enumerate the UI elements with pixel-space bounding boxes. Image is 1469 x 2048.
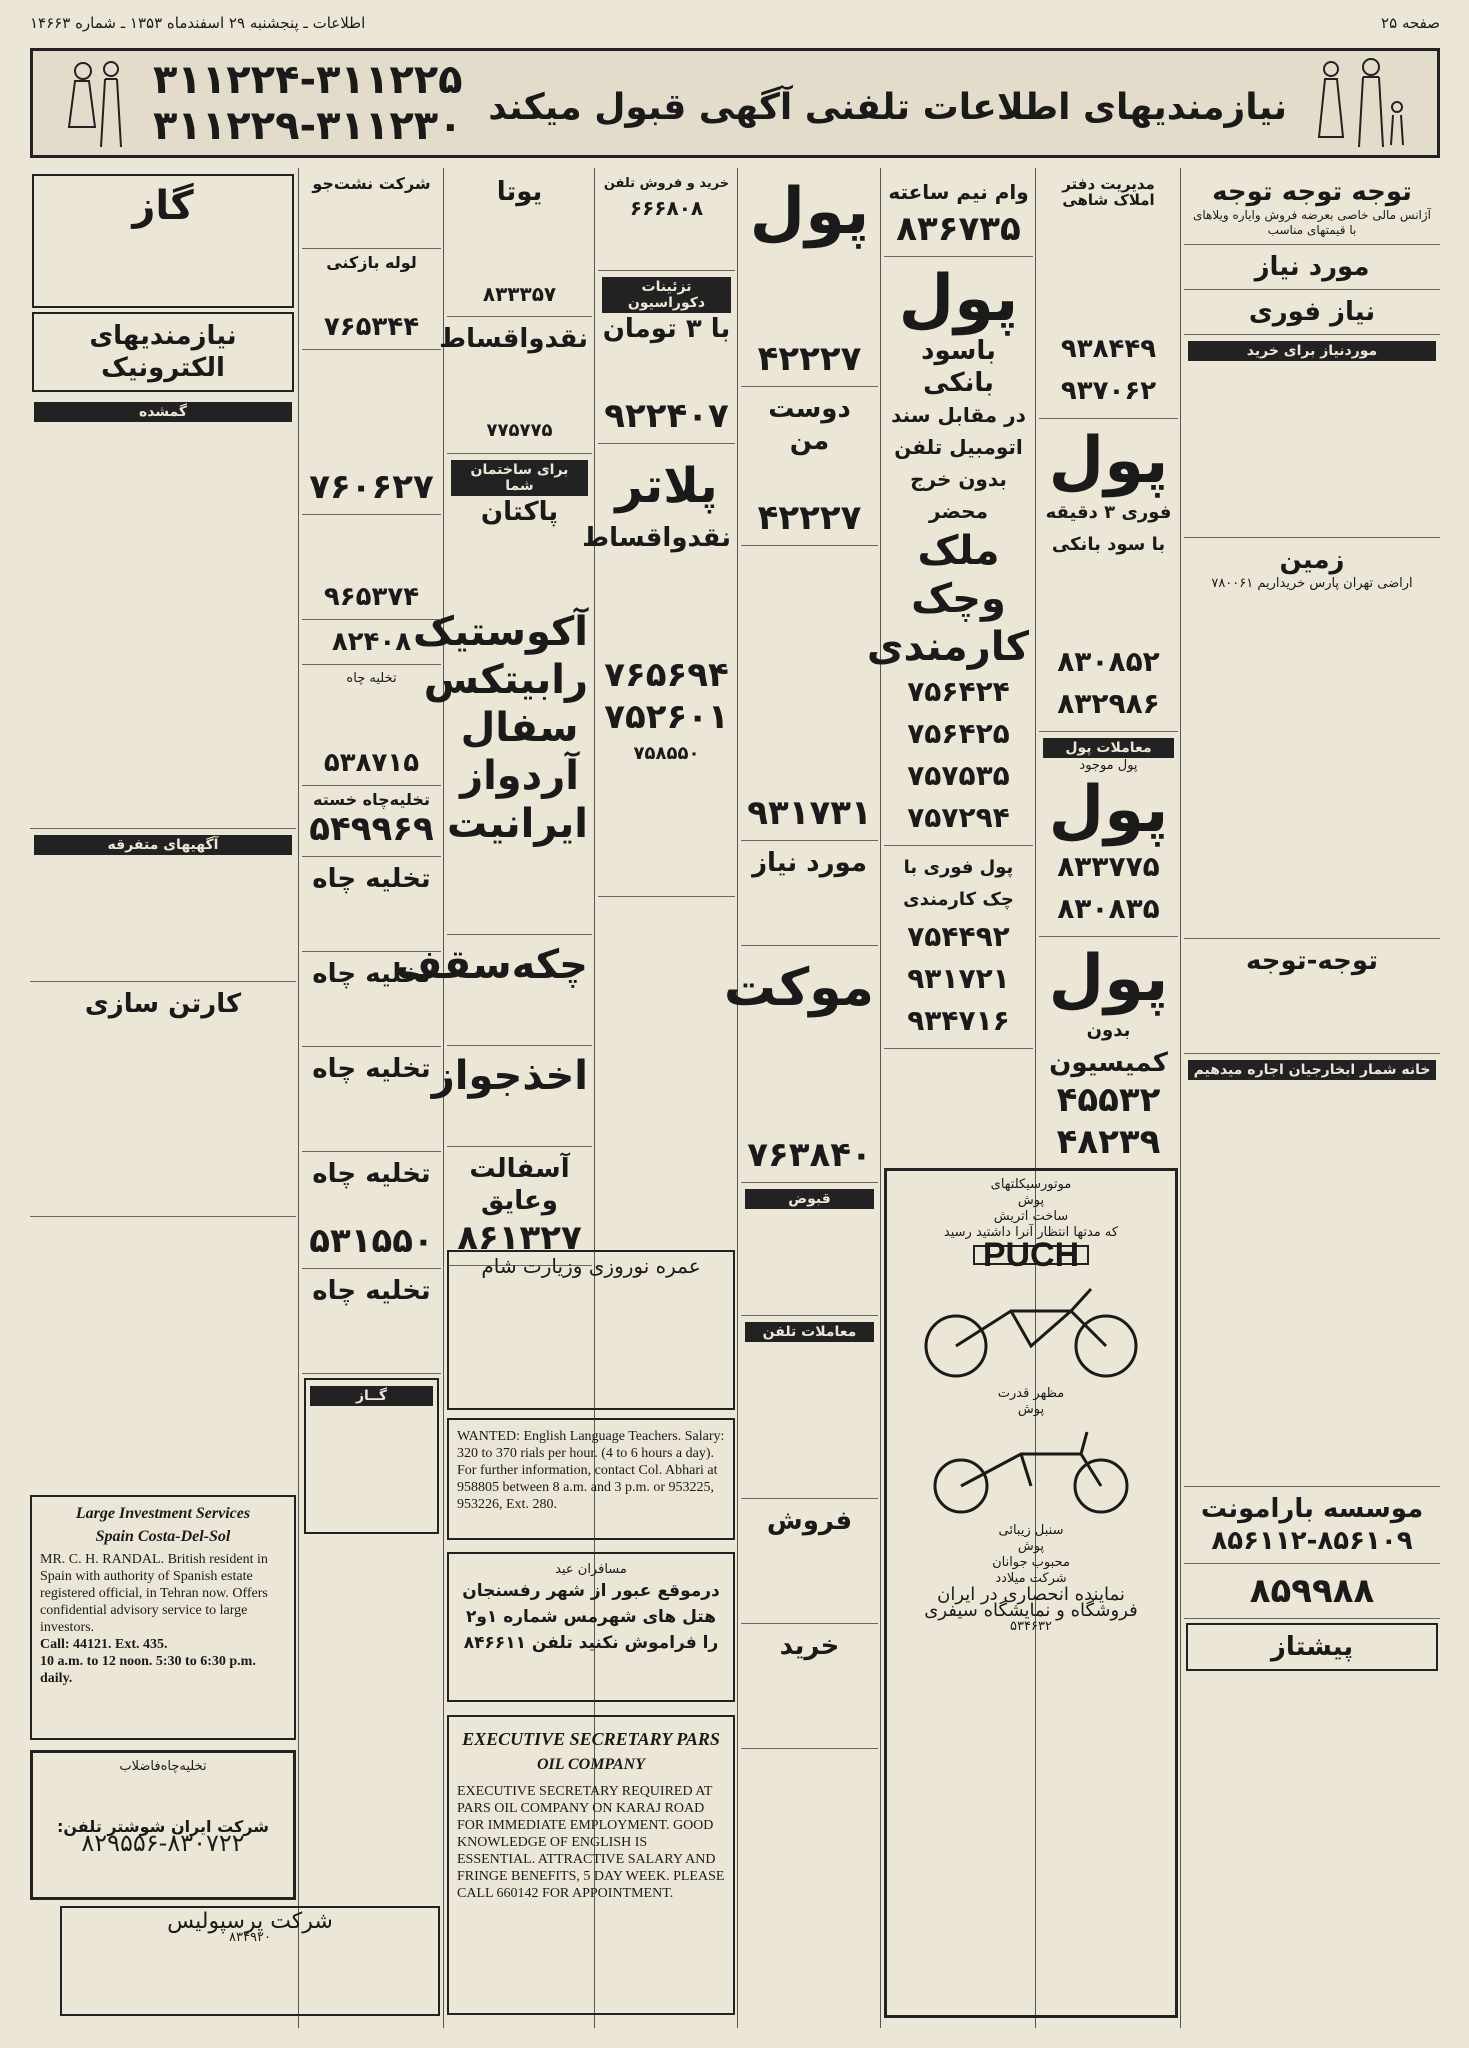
ad-body-placeholder — [451, 1100, 588, 1140]
ad-lost — [30, 396, 296, 829]
ad-text: درموقع عبور از شهر رفسنجان هتل های شهرمس شماره ۱و۲ را فراموش نکنید تلفن ۸۴۶۶۱۱ — [462, 1581, 720, 1653]
column-1 — [1184, 170, 1440, 2030]
page-header — [30, 14, 1440, 36]
ad-title: آسفالت وعایق — [469, 1154, 570, 1216]
ad-pipe-82408 — [302, 620, 441, 665]
ad-text: MR. C. H. RANDAL. British resident in Spain with authority of Spanish estate registered official, in Tehran now. Offers confidential advisory service to large investors. — [40, 1552, 268, 1635]
ad-text: پول موجود — [1079, 758, 1138, 773]
ad-carpet — [723, 946, 878, 1183]
ad-phone: ۴۸۲۳۹ — [1056, 1122, 1161, 1162]
banner-phone-line-1: ۳۱۱۲۲۴-۳۱۱۲۲۵ — [153, 57, 463, 103]
ad-title: تخلیه‌چاه‌فاضلاب — [119, 1759, 207, 1774]
ad-phone: ۸۳۳۳۵۷ — [482, 282, 557, 306]
ad-investment — [30, 1495, 296, 1740]
ad-phone: ۵۳۸۷۱۵ — [323, 748, 420, 778]
ad-title: موسسه بارامونت — [1200, 1494, 1424, 1524]
page-number: صفحه ۲۵ — [1381, 14, 1440, 32]
ad-well-4 — [302, 1152, 441, 1269]
ad-title: مورد نیاز — [1254, 252, 1370, 282]
ad-title: پول — [1048, 773, 1169, 847]
ad-title: مدیریت دفتر املاک شاهی — [1062, 175, 1155, 209]
ad-leak-company — [302, 170, 441, 249]
ad-body-placeholder — [306, 521, 437, 581]
ad-friend — [741, 387, 878, 546]
ad-text: سنبل زیبائی — [998, 1523, 1064, 1538]
ad-title: وام نیم ساعته — [888, 180, 1029, 204]
ad-phone: ۹۳۷۰۶۲ — [1060, 376, 1157, 406]
ad-text: آردواز — [460, 753, 579, 799]
ad-phone: ۷۵۲۶۰۱ — [604, 697, 729, 737]
ad-misc — [30, 829, 296, 982]
ad-title: با ۳ تومان — [602, 314, 731, 344]
ad-phone: ۹۳۴۷۱۶ — [907, 1004, 1010, 1037]
ad-needed — [741, 841, 878, 946]
column-4 — [723, 170, 878, 2030]
ad-well — [302, 665, 441, 786]
ad-phone: ۴۵۵۳۲ — [1056, 1080, 1161, 1120]
column-8 — [30, 170, 296, 1570]
ad-phone: ۷۵۴۴۹۲ — [907, 920, 1010, 953]
ad-body-placeholder — [306, 356, 437, 466]
ad-phone: ۸۶۱۳۲۷ — [457, 1218, 582, 1258]
ad-body-placeholder — [451, 208, 588, 278]
ad-text: کمیسیون — [1049, 1048, 1168, 1078]
ad-well-5 — [302, 1269, 441, 1374]
ad-body-placeholder — [745, 1209, 874, 1309]
ad-notice — [1184, 170, 1440, 245]
ad-phone: ۷۵۶۴۲۵ — [907, 717, 1010, 750]
ad-manager — [1039, 170, 1178, 419]
ad-sale — [741, 1499, 878, 1624]
ad-title: گاز — [132, 183, 194, 229]
ad-body-placeholder — [310, 1406, 433, 1526]
ad-body-placeholder — [306, 1085, 437, 1145]
ad-phone: ۸۳۴۹۲۰ — [229, 1930, 271, 1945]
column-6 — [395, 170, 592, 1258]
ad-body-placeholder — [1188, 977, 1436, 1047]
ad-phone: ۸۳۶۷۳۵ — [896, 209, 1021, 249]
ad-body-placeholder — [306, 687, 437, 747]
ad-body-placeholder — [451, 355, 588, 415]
ad-body-placeholder — [451, 989, 588, 1039]
ad-body-placeholder — [451, 528, 588, 608]
column-7 — [302, 170, 441, 2030]
ad-text: رابیتکس — [423, 657, 588, 703]
ad-text: EXECUTIVE SECRETARY REQUIRED AT PARS OIL COMPANY ON KARAJ ROAD FOR IMMEDIATE EMPLOYMENT. GOOD KNOWLEDGE OF ENGLISH IS ESSENTIAL. ATTRACTIVE SALARY AND FRINGE BENEFITS, 5 DAY WEEK. PLEASE CALL 660142 FOR APPOINTMENT. — [457, 1784, 725, 1901]
ad-body-placeholder — [602, 770, 731, 890]
ad-text: اتومبیل تلفن — [894, 435, 1023, 459]
ad-pipe-760627 — [302, 350, 441, 515]
ad-text: مظهر قدرت — [997, 1386, 1065, 1401]
ad-title: پول — [1048, 942, 1169, 1016]
ad-body-placeholder — [1188, 592, 1436, 932]
ad-body-placeholder — [38, 230, 288, 300]
ad-foreign-rent — [1184, 1054, 1440, 1487]
ad-text: Call: 44121. Ext. 435. — [40, 1637, 168, 1652]
ad-text: نقدواقساط — [582, 523, 731, 553]
ad-permit — [431, 1046, 592, 1147]
ad-decoration — [598, 271, 735, 444]
section-label: موردنیاز برای خرید — [1188, 341, 1436, 361]
ad-title: مورد نیاز — [752, 848, 867, 878]
ad-text: ملک — [917, 528, 1000, 574]
ad-phone: ۸۳۲۹۸۶ — [1057, 687, 1160, 720]
ad-title: یوتا — [496, 177, 543, 207]
ad-title: تخلیه چاه — [312, 1276, 431, 1306]
ad-body-placeholder — [306, 1307, 437, 1367]
ad-title: تخلیه‌چاه خسته — [313, 790, 430, 809]
ad-phone: ۷۵۷۲۹۴ — [907, 801, 1010, 834]
ad-title: پول — [898, 262, 1019, 336]
ad-phone: ۸۵۶۱۱۲-۸۵۶۱۰۹ — [1211, 1526, 1413, 1556]
ad-buy — [741, 1624, 878, 1749]
ad-title: پاکتان — [480, 497, 559, 527]
ad-text: وچک — [911, 576, 1006, 622]
column-divider — [737, 168, 738, 2028]
ad-text: که مدتها انتظار آنرا داشتید رسید — [943, 1225, 1119, 1240]
ad-pishtaz — [1186, 1623, 1438, 1671]
ad-text: بدون خرج محضر — [910, 467, 1007, 523]
ad-title: تخلیه چاه — [346, 671, 397, 686]
ad-cash-installment — [439, 317, 592, 454]
ad-well-tired — [302, 786, 441, 857]
family-illustration-icon — [1301, 57, 1411, 151]
section-label: تزئینات دکوراسیون — [602, 277, 731, 313]
ad-receipts — [741, 1183, 878, 1316]
ad-title: کارتن سازی — [84, 989, 242, 1019]
ad-body-placeholder — [39, 1775, 287, 1819]
ad-phone: ۴۲۲۲۷ — [757, 498, 862, 538]
ad-title: شرکت پرسپولیس — [167, 1909, 333, 1934]
ad-phone: ۵۴۹۹۶۹ — [309, 809, 434, 849]
ad-land — [1184, 538, 1440, 939]
column-3 — [866, 170, 1033, 1170]
ad-title: توجه-توجه — [1246, 946, 1378, 976]
ad-title: پلاتر — [615, 458, 718, 514]
ad-persepolis — [60, 1906, 440, 2016]
ad-title: شرکت نشت‌جو — [312, 174, 431, 193]
ad-title: تخلیه چاه — [312, 1054, 431, 1084]
ad-title: خرید — [779, 1631, 840, 1661]
ad-text: نماینده انحصاری در ایران — [937, 1584, 1125, 1605]
ad-buy-sell-phone — [598, 170, 735, 271]
column-divider — [1180, 168, 1181, 2028]
ad-attention — [1184, 939, 1440, 1054]
ad-subtitle: Spain Costa-Del-Sol — [95, 1528, 231, 1545]
ad-body-placeholder — [745, 1537, 874, 1617]
ad-phone: ۹۳۱۷۳۱ — [747, 793, 872, 833]
ad-title: EXECUTIVE SECRETARY PARS — [462, 1729, 720, 1749]
ad-body-placeholder — [745, 248, 874, 338]
ad-pipe-unclog — [302, 249, 441, 350]
ad-brand: پوش — [1017, 1539, 1045, 1554]
ad-brand: پوش — [1017, 1402, 1045, 1417]
ad-phone: ۷۶۳۸۴۰ — [747, 1135, 872, 1175]
ad-asphalt — [447, 1147, 592, 1266]
ad-yuta — [447, 170, 592, 317]
ad-phone: ۴۲۲۲۷ — [757, 339, 862, 379]
ad-text: شرکت میلادد — [995, 1571, 1067, 1586]
ad-phone: ۹۳۸۴۴۹ — [1060, 334, 1157, 364]
ad-english-teachers — [447, 1418, 735, 1540]
ad-body-placeholder — [1043, 208, 1174, 328]
ad-phone: ۵۳۴۶۳۲ — [1010, 1619, 1052, 1634]
ad-body-placeholder — [745, 457, 874, 497]
ad-text: 10 a.m. to 12 noon. 5:30 to 6:30 p.m. daily. — [40, 1654, 256, 1686]
ad-body-placeholder — [1188, 361, 1436, 531]
ad-body-placeholder — [745, 879, 874, 939]
ad-phone: ۶۶۶۸۰۸ — [629, 196, 704, 220]
ad-text: در مقابل سند — [891, 403, 1026, 427]
ad-phone: ۸۳۳۷۷۵ — [1057, 850, 1160, 883]
ad-gas — [304, 1378, 439, 1534]
ad-title: پول — [1048, 424, 1169, 498]
column-divider — [298, 168, 299, 2028]
ad-title: توجه توجه توجه — [1212, 177, 1412, 207]
ad-house-needed — [1184, 245, 1440, 290]
ad-well-3 — [302, 1047, 441, 1152]
ad-body-placeholder — [1043, 561, 1174, 641]
ad-phone: ۸۳۰۸۳۵ — [1057, 892, 1160, 925]
ad-phone: ۷۷۵۷۷۵ — [486, 420, 553, 441]
ad-body-placeholder — [745, 1342, 874, 1492]
classifieds-banner — [30, 48, 1440, 158]
ad-roof-leak — [395, 935, 592, 1046]
issue-line: اطلاعات ـ پنجشنبه ۲۹ اسفندماه ۱۳۵۳ ـ شماره ۱۴۶۶۳ — [30, 14, 366, 32]
ad-phone: ۸۳۰۸۵۲ — [1057, 645, 1160, 678]
moped-illustration-icon — [901, 1418, 1161, 1518]
ad-sewage — [30, 1750, 296, 1900]
column-divider — [880, 168, 881, 2028]
ad-body-placeholder — [745, 552, 874, 792]
motorcycle-illustration-icon — [901, 1271, 1161, 1381]
ad-for-building — [413, 454, 592, 935]
ad-body-placeholder — [1188, 1080, 1436, 1480]
ad-phone: ۷۶۵۳۴۴ — [323, 312, 420, 342]
puch-logo: PUCH — [973, 1245, 1089, 1265]
ad-body-placeholder — [745, 1024, 874, 1134]
ad-urgent — [1184, 290, 1440, 335]
couple-illustration-icon — [55, 57, 135, 151]
ad-puch-motorcycles — [884, 1168, 1178, 2018]
ad-pilgrimage — [447, 1250, 735, 1410]
ad-title: پول — [749, 175, 870, 249]
ad-well-2 — [302, 952, 441, 1047]
ad-money-fast — [1039, 419, 1178, 732]
ad-text: محبوب جوانان — [992, 1555, 1070, 1570]
ad-title: عمره نوروزی وزیارت شام — [481, 1254, 701, 1278]
ad-body-placeholder — [602, 345, 731, 395]
ad-text: اراضی تهران پارس خریداریم ۷۸۰۰۶۱ — [1211, 576, 1413, 591]
ad-title: تخلیه چاه — [312, 1159, 431, 1189]
banner-phone-line-2: ۳۱۱۲۲۹-۳۱۱۲۳۰ — [153, 103, 463, 149]
ad-text: ایرانیت — [446, 801, 588, 847]
section-label: گمشده — [34, 402, 292, 422]
section-label: خانه شمار ابخارجیان اجاره میدهیم — [1188, 1060, 1436, 1080]
ad-phone: ۹۳۱۷۲۱ — [907, 962, 1010, 995]
ad-well-1 — [302, 857, 441, 952]
ad-phone: ۵۳۱۵۵۰ — [309, 1221, 434, 1261]
ad-phone: ۷۵۶۴۲۴ — [907, 675, 1010, 708]
ad-half-hour-loan — [884, 170, 1033, 257]
ad-text: فروشگاه و نمایشگاه سیفری — [924, 1600, 1138, 1621]
ad-title: پول فوری با چک کارمندی — [903, 857, 1014, 910]
ad-text: ساخت اتریش — [993, 1209, 1069, 1224]
ad-text: سفال — [460, 705, 579, 751]
ad-body-placeholder — [306, 271, 437, 311]
ad-paramount — [1184, 1487, 1440, 1564]
ad-title: موتورسیکلتهای — [990, 1177, 1072, 1192]
ad-859988 — [1184, 1564, 1440, 1619]
ad-title: نیاز فوری — [1248, 297, 1376, 327]
ad-body-placeholder — [602, 554, 731, 654]
ad-title: تخلیه چاه — [312, 864, 431, 894]
ad-title: Large Investment Services — [75, 1505, 251, 1522]
ad-plaster — [582, 444, 735, 897]
ad-title: موکت — [723, 958, 874, 1018]
ad-title: دوست من — [768, 394, 851, 456]
ad-text: WANTED: English Language Teachers. Salary: 320 to 370 rials per hour. (4 to 6 hours a day). For further information, contact Col. Abhari at 958805 between 8 a.m. and 3 p.m. or 953225, 953226, Ext. 280. — [457, 1429, 725, 1512]
ad-phone: ۸۲۴۰۸ — [331, 627, 412, 657]
ad-title: مسافران عید — [555, 1562, 627, 1577]
ad-body-placeholder — [306, 990, 437, 1040]
ad-title: اخذجواز — [431, 1053, 588, 1099]
ad-body-placeholder — [306, 895, 437, 945]
ad-title: نیازمندیهای الکترونیک — [89, 321, 237, 383]
ad-no-commission — [1039, 937, 1178, 1170]
ad-body-placeholder — [602, 224, 731, 264]
ad-title: زمین — [1279, 545, 1345, 575]
ad-text: باسود بانکی — [921, 336, 996, 398]
ad-money-deals — [1039, 732, 1178, 937]
ad-phone: ۷۵۸۵۵۰ — [633, 743, 700, 764]
ad-executive-secretary — [447, 1715, 735, 2015]
ad-body-placeholder — [306, 1190, 437, 1220]
ad-phone: ۹۶۵۳۷۴ — [323, 582, 420, 612]
ad-text: شرکت ایران شوشتر تلفن: — [56, 1817, 270, 1836]
ad-title: پیشتاز — [1270, 1632, 1354, 1662]
ad-text: فوری ۳ دقیقه — [1045, 502, 1172, 523]
ad-phone: ۹۲۲۴۰۷ — [604, 396, 729, 436]
ad-subtitle: OIL COMPANY — [537, 1756, 645, 1773]
ad-text: آکوستیک — [413, 609, 588, 655]
ad-body-placeholder — [451, 848, 588, 928]
ad-phone-931731 — [741, 546, 878, 841]
ad-carton — [30, 982, 296, 1217]
section-label: برای ساختمان شما — [451, 460, 588, 496]
section-label: گــاز — [310, 1386, 433, 1406]
ad-title: لوله بازکنی — [326, 253, 417, 272]
section-label: معاملات پول — [1043, 738, 1174, 758]
ad-text: آژانس مالی خاصی بعرضه فروش وایاره ویلاهای با قیمتهای مناسب — [1192, 208, 1432, 237]
ad-gas-main — [32, 174, 294, 308]
ad-phone: ۷۶۰۶۲۷ — [309, 467, 434, 507]
banner-title: نیازمندیهای اطلاعات تلفنی آگهی قبول میکند — [488, 87, 1287, 128]
ad-foreign-house — [1184, 335, 1440, 538]
ad-phone: ۸۵۹۹۸۸ — [1249, 1571, 1375, 1611]
ad-phone-deals — [741, 1316, 878, 1499]
ad-body-placeholder — [34, 1020, 292, 1210]
ad-title: خرید و فروش تلفن — [603, 176, 730, 191]
ad-pipe-965374 — [302, 515, 441, 620]
section-label: آگهیهای متفرقه — [34, 835, 292, 855]
ad-money-4 — [741, 170, 878, 387]
ad-electronics-header — [32, 312, 294, 392]
ad-text: بدون — [1086, 1020, 1131, 1041]
ad-title: نقدواقساط — [439, 324, 588, 354]
ad-body-placeholder — [745, 1662, 874, 1742]
ad-money-property — [866, 257, 1033, 846]
ad-text: با سود بانکی — [1051, 534, 1166, 555]
ad-body-placeholder — [34, 422, 292, 822]
ad-title: تخلیه چاه — [312, 959, 431, 989]
ad-phone: ۷۶۵۶۹۴ — [604, 655, 729, 695]
banner-phones — [153, 57, 463, 149]
ad-eid-travelers — [447, 1552, 735, 1702]
ad-body-placeholder — [34, 855, 292, 975]
ad-fast-money-check — [884, 846, 1033, 1049]
ad-phone: ۷۵۷۵۳۵ — [907, 759, 1010, 792]
section-label: معاملات تلفن — [745, 1322, 874, 1342]
ad-body-placeholder — [306, 192, 437, 242]
ad-title: فروش — [766, 1506, 853, 1536]
ad-text: کارمندی — [866, 624, 1029, 670]
section-label: قبوض — [745, 1189, 874, 1209]
ad-brand: پوش — [1017, 1193, 1045, 1208]
ad-phone: ۸۲۹۵۵۶-۸۳۰۷۲۲ — [81, 1829, 245, 1857]
ad-title: چکه‌سقف — [395, 942, 588, 988]
